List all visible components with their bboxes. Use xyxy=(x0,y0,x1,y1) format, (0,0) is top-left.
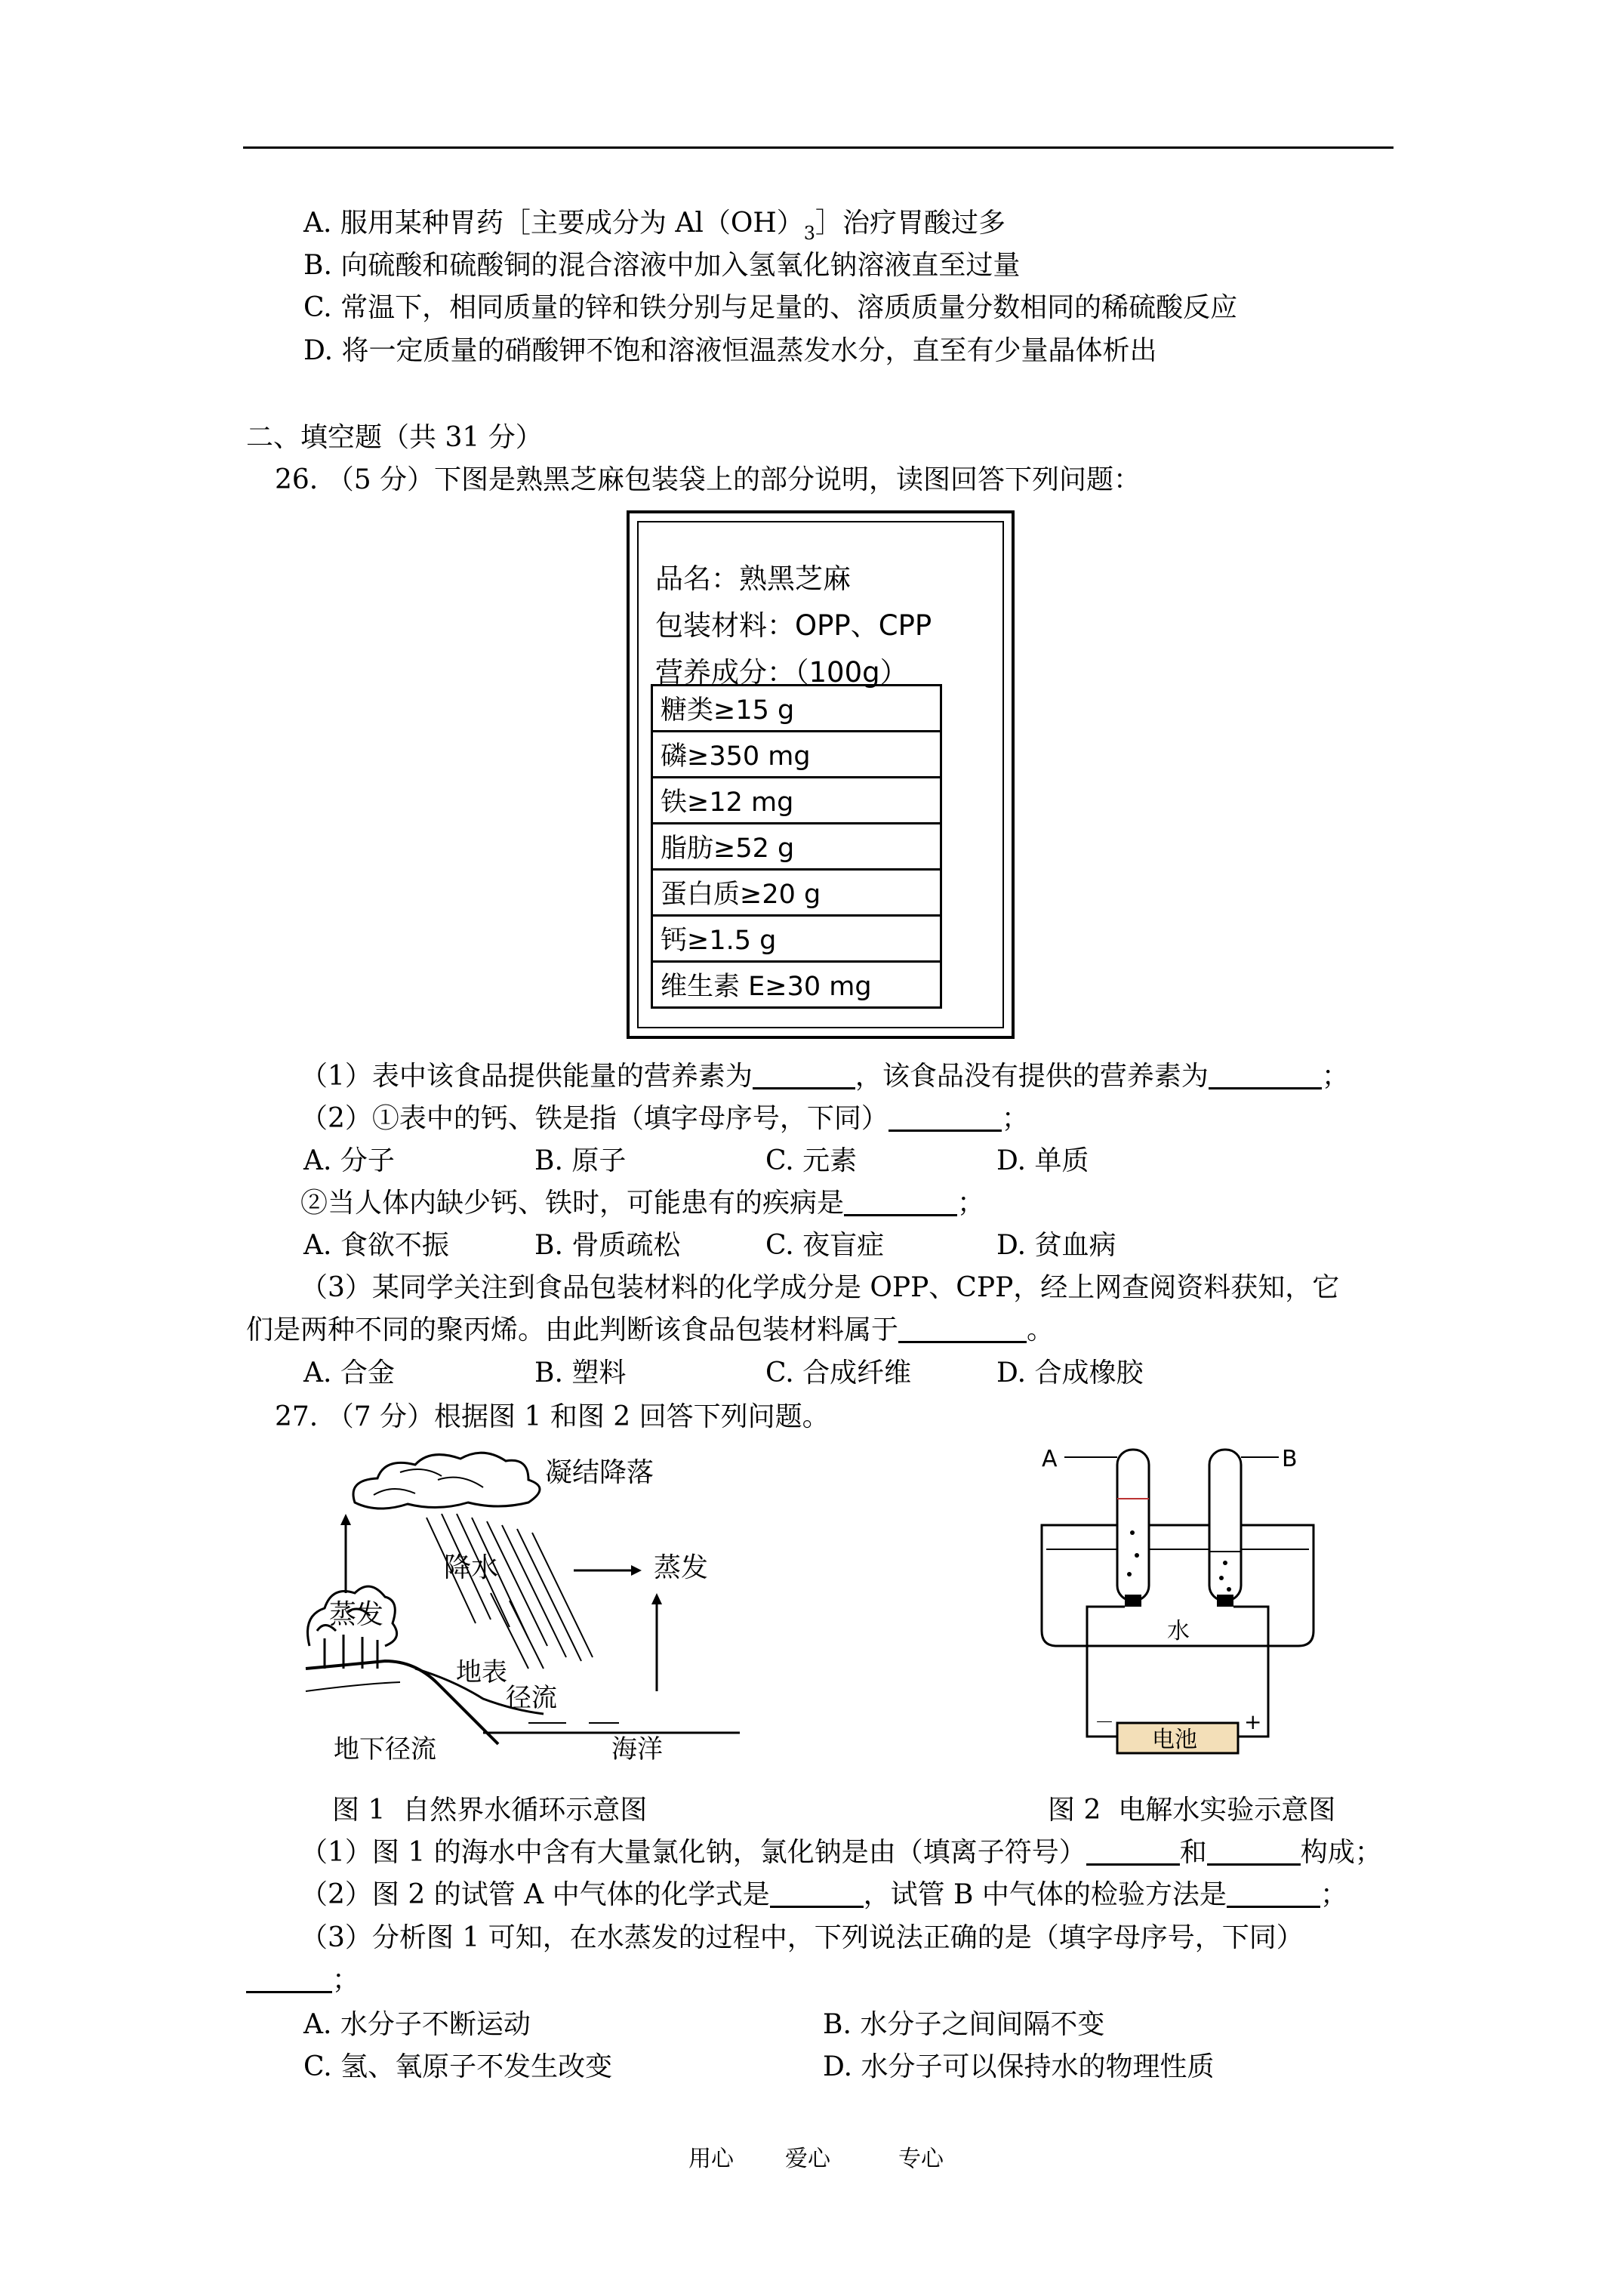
q26-part2-text: （2）①表中的钙、铁是指（填字母序号，下同） xyxy=(300,1103,888,1134)
q26-part2-end: ； xyxy=(1001,1103,1029,1134)
table-cell: 铁≥12 mg xyxy=(652,778,941,824)
rain-lines xyxy=(427,1514,593,1669)
q27-part3: （3）分析图 1 可知，在水蒸发的过程中，下列说法正确的是（填字母序号，下同） xyxy=(300,1922,1304,1953)
q27-part1-text: （1）图 1 的海水中含有大量氯化钠，氯化钠是由（填离子符号） xyxy=(300,1837,1086,1868)
q26-part3-cont-text: 们是两种不同的聚丙烯。由此判断该食品包装材料属于 xyxy=(246,1314,899,1345)
q26-part2b-end: ； xyxy=(957,1188,985,1219)
electrode-b xyxy=(1217,1595,1233,1607)
q27-part3-cont xyxy=(246,1964,359,1997)
q26-part1 xyxy=(300,1060,1349,1093)
prev-option-a-text: A. 服用某种胃药［主要成分为 Al（OH） xyxy=(303,208,804,239)
tube-a-label: A xyxy=(1042,1446,1058,1472)
footer-text-3: 专心 xyxy=(898,2146,944,2172)
q26-part2 xyxy=(300,1102,1029,1136)
option-a[interactable]: A. 水分子不断运动 xyxy=(303,2009,531,2040)
table-row xyxy=(652,962,941,1008)
q26-part1-text: （1）表中该食品提供能量的营养素为 xyxy=(300,1061,753,1092)
table-row xyxy=(652,916,941,962)
prev-option-c: C. 常温下，相同质量的锌和铁分别与足量的、溶质质量分数相同的稀硫酸反应 xyxy=(303,292,1238,323)
q26-part3-end: 。 xyxy=(1027,1314,1055,1345)
table-cell: 糖类≥15 g xyxy=(652,686,941,732)
table-row xyxy=(652,732,941,778)
answer-blank[interactable] xyxy=(1207,1836,1301,1866)
nutrition-label xyxy=(627,510,1015,1039)
battery-label: 电池 xyxy=(1152,1727,1197,1753)
figure1-caption: 图 1 自然界水循环示意图 xyxy=(332,1795,648,1826)
table-row xyxy=(652,870,941,916)
answer-blank[interactable] xyxy=(898,1314,1027,1343)
option-d[interactable]: D. 合成橡胶 xyxy=(996,1358,1144,1388)
plus-label: + xyxy=(1244,1709,1262,1734)
evap-left-label: 蒸发 xyxy=(329,1599,384,1630)
option-c[interactable]: C. 元素 xyxy=(765,1145,858,1176)
option-a[interactable]: A. 合金 xyxy=(303,1358,395,1388)
option-c[interactable]: C. 夜盲症 xyxy=(765,1230,885,1261)
ocean-label: 海洋 xyxy=(611,1734,663,1764)
ground-layer xyxy=(306,1682,400,1691)
q26-stem: 26. （5 分）下图是熟黑芝麻包装袋上的部分说明，读图回答下列问题： xyxy=(275,464,1141,495)
table-cell: 脂肪≥52 g xyxy=(652,824,941,870)
label-nutrition-heading: 营养成分：（100g） xyxy=(655,656,908,689)
nutrition-table xyxy=(651,684,942,1009)
footer-text-1: 用心 xyxy=(688,2146,734,2172)
q27-part2-text: （2）图 2 的试管 A 中气体的化学式是 xyxy=(300,1879,770,1910)
option-b[interactable]: B. 塑料 xyxy=(534,1358,627,1388)
q26-part2b-text: ②当人体内缺少钙、铁时，可能患有的疾病是 xyxy=(300,1188,845,1219)
option-c[interactable]: C. 氢、氧原子不发生改变 xyxy=(303,2051,613,2082)
underground-label: 地下径流 xyxy=(334,1734,436,1764)
water-cycle-figure xyxy=(302,1442,755,1774)
answer-blank[interactable] xyxy=(888,1102,1002,1132)
section-title: 二、填空题（共 31 分） xyxy=(246,422,543,453)
prev-option-d: D. 将一定质量的硝酸钾不饱和溶液恒温蒸发水分，直至有少量晶体析出 xyxy=(303,335,1157,366)
q26-part3-cont xyxy=(246,1314,1054,1347)
q27-stem: 27. （7 分）根据图 1 和图 2 回答下列问题。 xyxy=(275,1401,830,1432)
prev-option-b: B. 向硫酸和硫酸铜的混合溶液中加入氢氧化钠溶液直至过量 xyxy=(303,250,1021,281)
label-product-name: 品名：熟黑芝麻 xyxy=(655,562,851,595)
electrolysis-figure xyxy=(1012,1442,1344,1774)
option-d[interactable]: D. 水分子可以保持水的物理性质 xyxy=(823,2051,1215,2082)
table-row xyxy=(652,824,941,870)
q27-part2-mid: ，试管 B 中气体的检验方法是 xyxy=(863,1879,1227,1910)
table-row xyxy=(652,686,941,732)
test-tube-a xyxy=(1117,1450,1149,1601)
prev-option-a xyxy=(303,207,1006,250)
q26-part3: （3）某同学关注到食品包装材料的化学成分是 OPP、CPP，经上网查阅资料获知，它 xyxy=(300,1272,1340,1303)
test-tube-b xyxy=(1209,1450,1241,1601)
option-b[interactable]: B. 水分子之间间隔不变 xyxy=(823,2009,1105,2040)
footer-text-2: 爱心 xyxy=(785,2146,830,2172)
electrode-a xyxy=(1125,1595,1141,1607)
q27-part2-end: ； xyxy=(1320,1879,1347,1910)
option-a[interactable]: A. 食欲不振 xyxy=(303,1230,449,1261)
q26-part2b xyxy=(300,1187,984,1220)
answer-blank[interactable] xyxy=(844,1187,957,1216)
minus-label: － xyxy=(1095,1712,1115,1734)
label-material: 包装材料：OPP、CPP xyxy=(655,609,932,642)
nutrition-label-inner-border xyxy=(637,521,1004,1028)
option-a[interactable]: A. 分子 xyxy=(303,1145,395,1176)
cloud-detail xyxy=(374,1469,483,1495)
table-cell: 磷≥350 mg xyxy=(652,732,941,778)
q27-part2 xyxy=(300,1878,1347,1912)
table-cell: 蛋白质≥20 g xyxy=(652,870,941,916)
option-d[interactable]: D. 贫血病 xyxy=(996,1230,1116,1261)
option-b[interactable]: B. 骨质疏松 xyxy=(534,1230,681,1261)
water-label: 水 xyxy=(1167,1618,1190,1644)
answer-blank[interactable] xyxy=(770,1878,864,1908)
answer-blank[interactable] xyxy=(1209,1060,1322,1089)
option-b[interactable]: B. 原子 xyxy=(534,1145,627,1176)
header-rule xyxy=(243,146,1394,149)
answer-blank[interactable] xyxy=(246,1964,332,1993)
runoff-label: 径流 xyxy=(506,1683,557,1713)
table-cell: 维生素 E≥30 mg xyxy=(652,962,941,1008)
q27-part1-end: 构成； xyxy=(1300,1837,1382,1868)
q27-part3-end: ； xyxy=(332,1965,360,1996)
answer-blank[interactable] xyxy=(753,1060,855,1089)
tube-b-label: B xyxy=(1282,1446,1298,1472)
prev-option-a-tail: ］治疗胃酸过多 xyxy=(815,208,1006,239)
option-d[interactable]: D. 单质 xyxy=(996,1145,1089,1176)
arrow-up-icon xyxy=(651,1593,662,1604)
precip-label: 降水 xyxy=(444,1552,499,1583)
surface-label: 地表 xyxy=(456,1657,507,1687)
figure2-caption: 图 2 电解水实验示意图 xyxy=(1048,1795,1336,1826)
q26-part1-end: ； xyxy=(1321,1061,1349,1092)
cloud-shape xyxy=(353,1453,540,1509)
answer-blank[interactable] xyxy=(1086,1836,1180,1866)
answer-blank[interactable] xyxy=(1227,1878,1320,1908)
condense-label: 凝结降落 xyxy=(545,1457,654,1488)
option-c[interactable]: C. 合成纤维 xyxy=(765,1358,912,1388)
q27-part1-mid: 和 xyxy=(1179,1837,1207,1868)
q27-part1 xyxy=(300,1836,1382,1869)
table-cell: 钙≥1.5 g xyxy=(652,916,941,962)
arrow-right-icon xyxy=(631,1565,642,1576)
arrow-up-icon xyxy=(340,1514,351,1525)
subscript: 3 xyxy=(803,223,816,244)
evap-right-label: 蒸发 xyxy=(654,1552,709,1583)
q26-part1-mid: ，该食品没有提供的营养素为 xyxy=(855,1061,1209,1092)
table-row xyxy=(652,778,941,824)
